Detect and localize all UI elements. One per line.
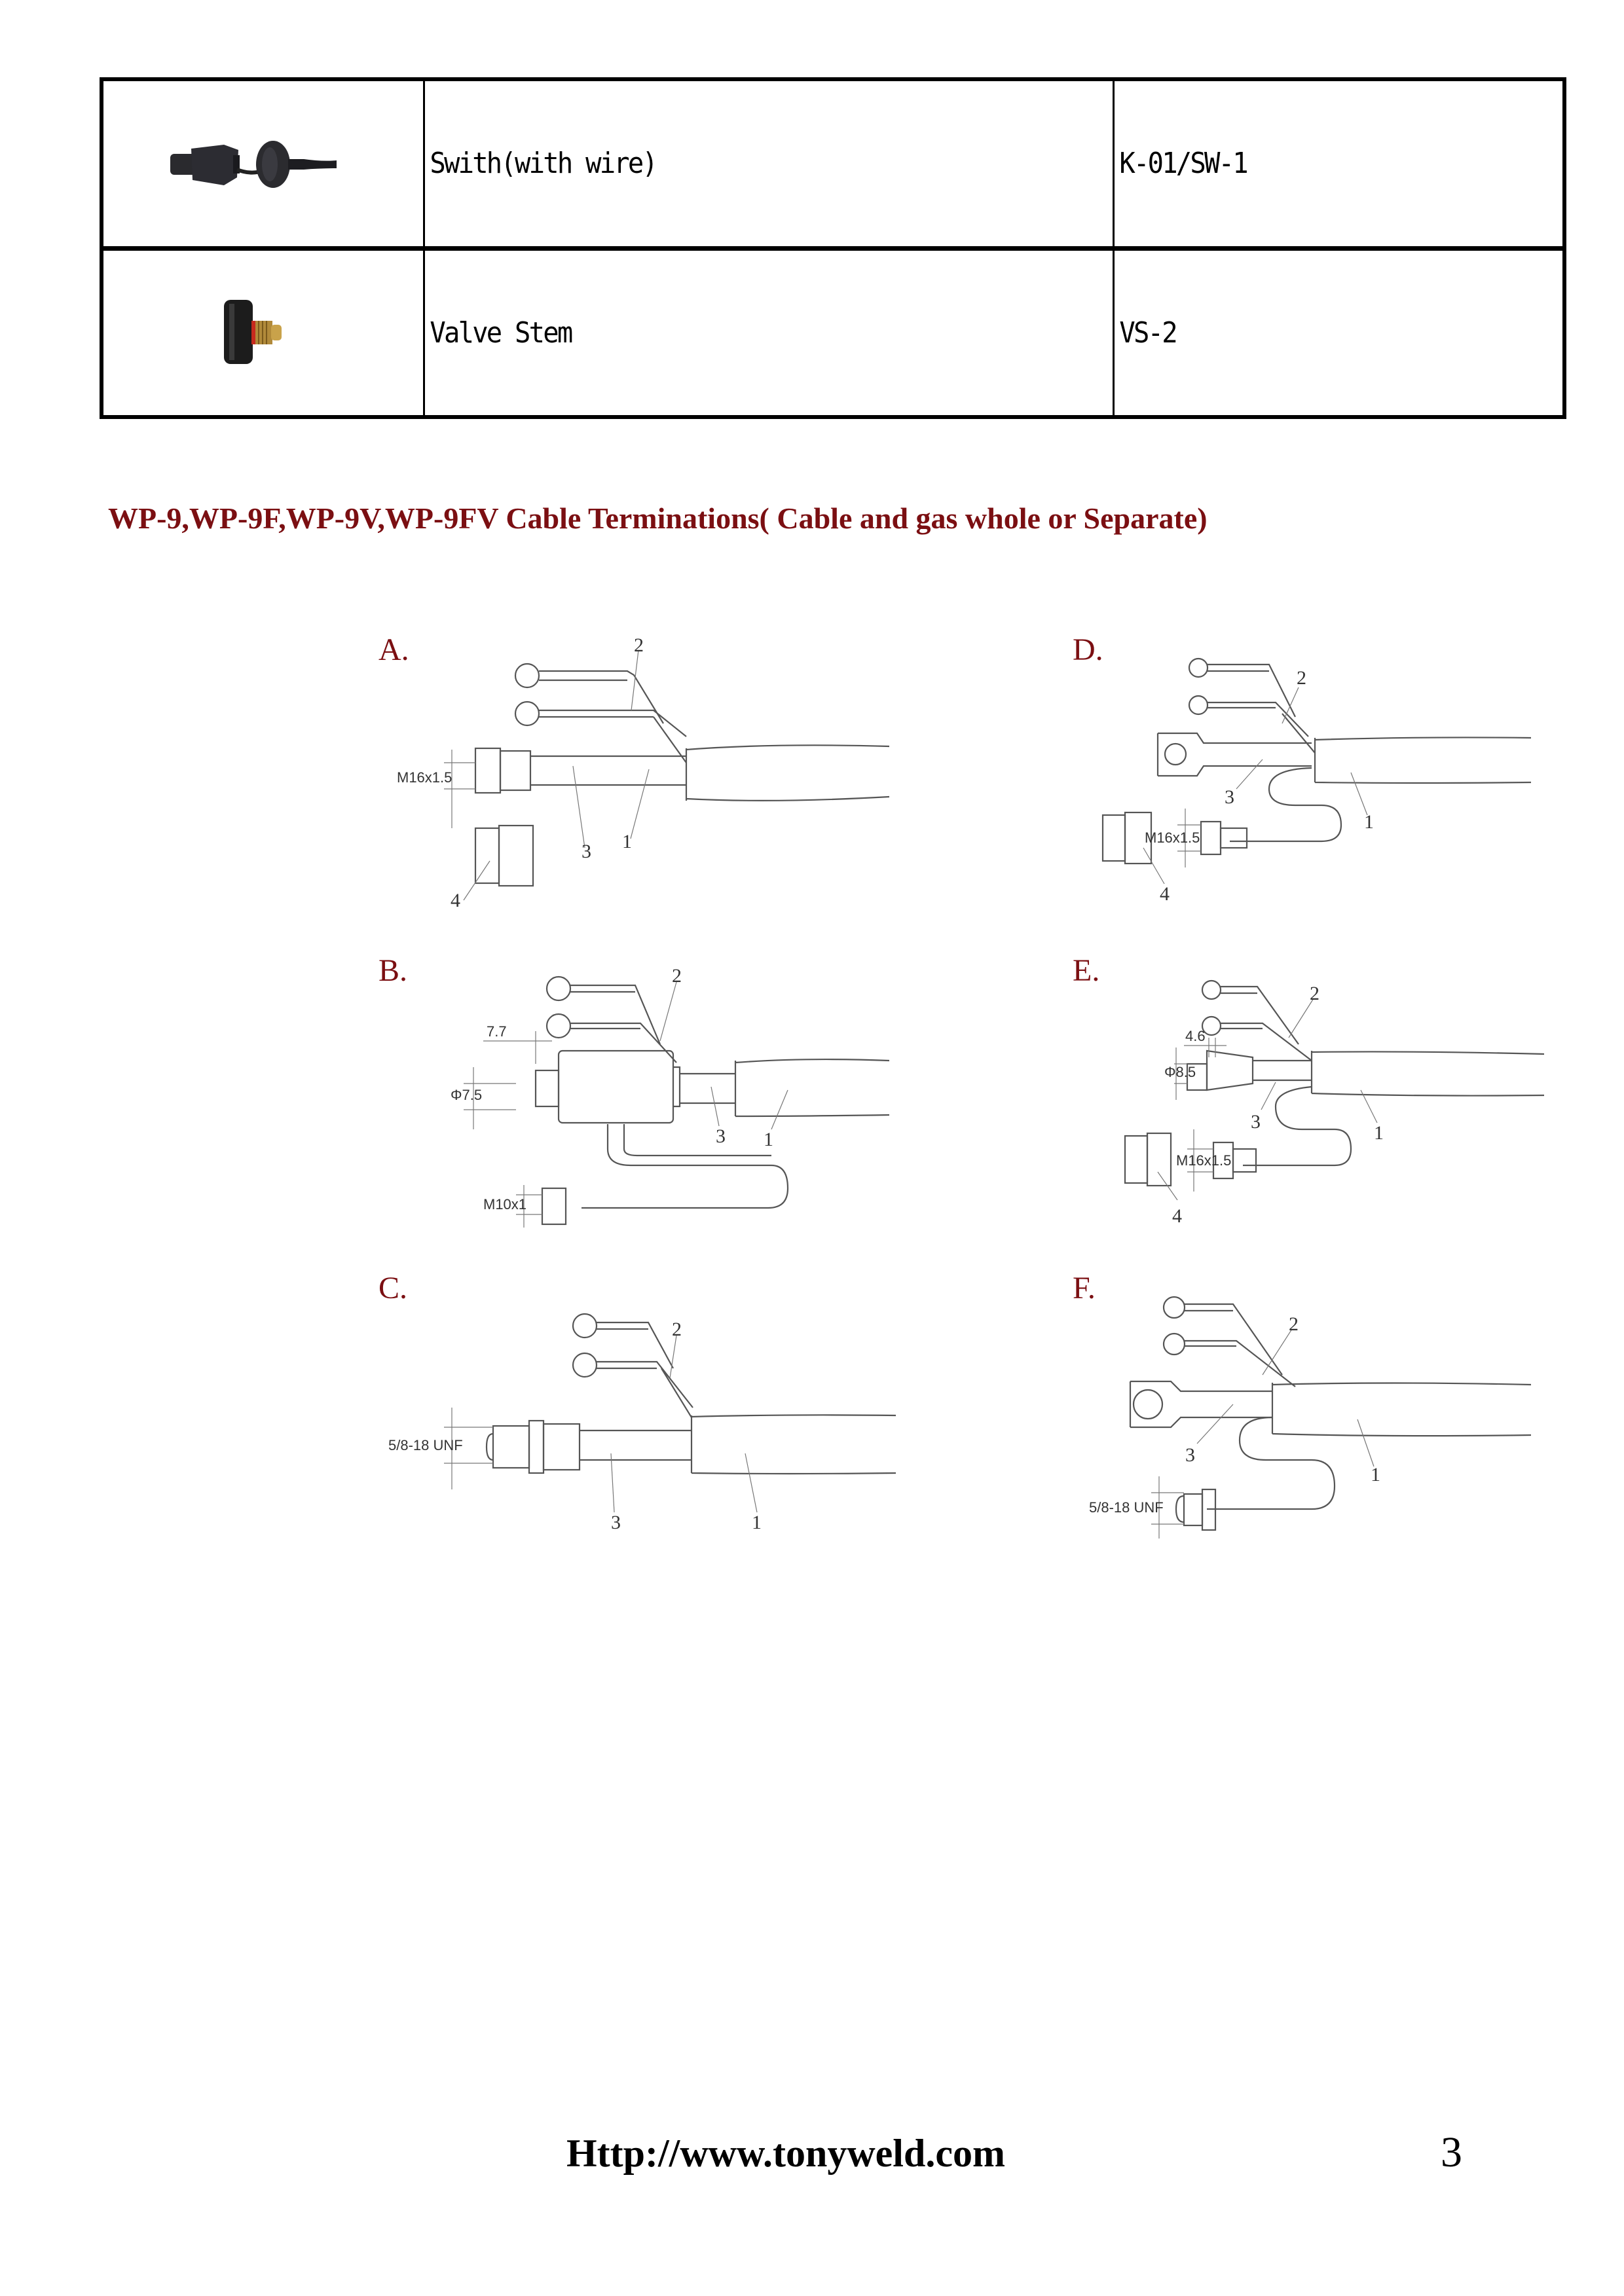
- svg-text:3: 3: [581, 841, 591, 862]
- diagram-letter: E.: [1073, 953, 1100, 988]
- part-name: Swith(with wire): [430, 147, 657, 181]
- svg-text:4: 4: [1160, 883, 1170, 905]
- svg-text:Φ8.5: Φ8.5: [1164, 1064, 1196, 1080]
- part-code: K-01/SW-1: [1119, 147, 1247, 181]
- valve-stem-icon: [204, 285, 322, 377]
- svg-text:1: 1: [764, 1129, 773, 1150]
- part-code: VS-2: [1119, 316, 1176, 350]
- svg-text:3: 3: [1185, 1444, 1195, 1466]
- svg-text:5/8-18 UNF: 5/8-18 UNF: [388, 1437, 463, 1453]
- diagram-d: [1073, 632, 1557, 907]
- part-code-cell: [1114, 79, 1565, 248]
- svg-text:1: 1: [1371, 1464, 1380, 1485]
- part-code-cell: [1114, 248, 1565, 417]
- svg-text:Φ7.5: Φ7.5: [451, 1087, 483, 1103]
- diagram-letter: C.: [378, 1271, 408, 1305]
- svg-text:7.7: 7.7: [487, 1023, 507, 1040]
- svg-text:4.6: 4.6: [1185, 1028, 1206, 1044]
- svg-text:3: 3: [1225, 786, 1234, 808]
- parts-table: [100, 77, 1566, 419]
- svg-text:2: 2: [634, 634, 644, 656]
- svg-text:4: 4: [1172, 1205, 1182, 1227]
- switch-with-wire-icon: [165, 122, 361, 201]
- diagram-b: [378, 953, 915, 1228]
- cable-termination-c-drawing: [378, 1270, 915, 1545]
- diagram-letter: B.: [378, 953, 408, 988]
- footer-website-link[interactable]: Http://www.tonyweld.com: [566, 2132, 1005, 2175]
- valve-stem-image-cell: [101, 248, 424, 417]
- svg-text:2: 2: [672, 1319, 682, 1340]
- svg-text:4: 4: [451, 890, 460, 911]
- part-name-cell: [424, 79, 1114, 248]
- svg-text:M16x1.5: M16x1.5: [1145, 829, 1200, 846]
- svg-text:1: 1: [1374, 1122, 1384, 1144]
- page-number: 3: [1441, 2128, 1462, 2176]
- svg-text:3: 3: [1251, 1111, 1261, 1133]
- svg-text:1: 1: [752, 1512, 762, 1533]
- table-row: [101, 248, 1564, 417]
- part-name-cell: [424, 248, 1114, 417]
- svg-text:3: 3: [611, 1512, 621, 1533]
- table-row: [101, 79, 1564, 248]
- diagram-e: [1073, 953, 1557, 1228]
- switch-image-cell: [101, 79, 424, 248]
- svg-text:M16x1.5: M16x1.5: [1176, 1152, 1232, 1169]
- svg-text:5/8-18 UNF: 5/8-18 UNF: [1089, 1499, 1164, 1516]
- section-title: WP-9,WP-9F,WP-9V,WP-9FV Cable Terminations( Cable and gas whole or Separate): [108, 501, 1208, 535]
- svg-text:2: 2: [1297, 667, 1306, 689]
- diagram-letter: F.: [1073, 1271, 1096, 1305]
- svg-text:2: 2: [1310, 983, 1320, 1004]
- diagram-letter: D.: [1073, 632, 1103, 667]
- svg-text:1: 1: [622, 831, 632, 852]
- cable-termination-a-drawing: [378, 632, 915, 911]
- svg-text:2: 2: [672, 965, 682, 987]
- svg-text:3: 3: [716, 1125, 726, 1147]
- part-name: Valve Stem: [430, 316, 572, 350]
- svg-text:2: 2: [1289, 1313, 1299, 1335]
- diagram-letter: A.: [378, 632, 409, 667]
- cable-termination-e-drawing: [1073, 953, 1557, 1228]
- diagram-f: [1073, 1270, 1557, 1545]
- svg-text:M10x1: M10x1: [483, 1196, 527, 1212]
- cable-termination-b-drawing: [378, 953, 915, 1228]
- diagram-c: [378, 1270, 915, 1545]
- diagram-a: [378, 632, 915, 911]
- cable-termination-f-drawing: [1073, 1270, 1557, 1545]
- svg-text:1: 1: [1364, 811, 1374, 833]
- svg-text:M16x1.5: M16x1.5: [397, 769, 452, 786]
- cable-termination-d-drawing: [1073, 632, 1557, 907]
